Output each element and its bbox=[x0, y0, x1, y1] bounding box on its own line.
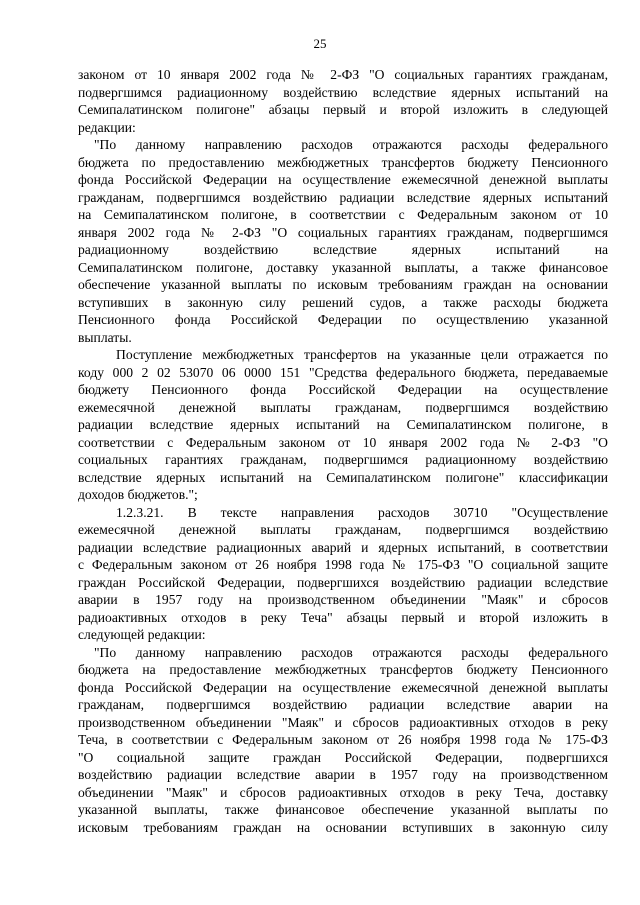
paragraph-line: подвергшимся радиационному воздействию вследствие ядерных испытаний на bbox=[78, 84, 608, 100]
paragraph-line: следующей редакции: bbox=[78, 627, 206, 642]
document-body bbox=[78, 66, 608, 836]
paragraph-line: 1.2.3.21. В тексте направления расходов 30710 "Осуществление bbox=[116, 504, 608, 520]
paragraph-line: вступивших в законную силу решений судов, а также расходы бюджета bbox=[78, 294, 608, 310]
paragraph bbox=[78, 644, 608, 837]
paragraph-line: бюджета на предоставление межбюджетных трансфертов бюджету Пенсионного bbox=[78, 662, 608, 677]
paragraph-line: Поступление межбюджетных трансфертов на указанные цели отражается по bbox=[116, 347, 608, 362]
paragraph-line: редакции: bbox=[78, 119, 136, 135]
paragraph-line: Семипалатинском полигоне" абзацы первый и второй изложить в следующей bbox=[78, 102, 608, 117]
paragraph-line: "По данному направлению расходов отражаются расходы федерального bbox=[94, 137, 608, 152]
paragraph bbox=[78, 346, 608, 504]
paragraph-line: "О социальной защите граждан Российской Федерации, подвергшихся bbox=[78, 749, 608, 765]
paragraph-line: социальных гарантиях гражданам, подвергшимся радиационному воздействию bbox=[78, 452, 608, 467]
paragraph-line: выплаты. bbox=[78, 329, 132, 345]
paragraph-line: указанной выплаты, также финансовое обеспечение указанной выплаты по bbox=[78, 802, 608, 817]
paragraph-line: радиоактивных отходов в реку Теча" абзацы первый и второй изложить в bbox=[78, 609, 608, 625]
paragraph-line: января 2002 года № 2-ФЗ "О социальных гарантиях гражданам, подвергшимся bbox=[78, 224, 608, 240]
paragraph-line: гражданам, подвергшимся воздействию радиации вследствие ядерных испытаний bbox=[78, 189, 608, 205]
paragraph-line: бюджету Пенсионного фонда Российской Федерации на осуществление bbox=[78, 382, 608, 397]
paragraph-line: коду 000 2 02 53070 06 0000 151 "Средства федерального бюджета, передаваемые bbox=[78, 364, 608, 380]
paragraph-line: фонда Российской Федерации на осуществление ежемесячной денежной выплаты bbox=[78, 172, 608, 187]
paragraph-line: Семипалатинском полигоне, доставку указанной выплаты, а также финансовое bbox=[78, 259, 608, 275]
paragraph-line: вследствие ядерных испытаний на Семипалатинском полигоне" классификации bbox=[78, 469, 608, 485]
paragraph-line: "По данному направлению расходов отражаются расходы федерального bbox=[94, 644, 608, 660]
paragraph-line: аварии в 1957 году на производственном объединении "Маяк" и сбросов bbox=[78, 592, 608, 607]
paragraph-line: радиации вследствие радиационных аварий и ядерных испытаний, в соответствии bbox=[78, 539, 608, 555]
paragraph-line: доходов бюджетов."; bbox=[78, 487, 198, 502]
paragraph-line: радиационному воздействию вследствие ядерных испытаний на bbox=[78, 242, 608, 257]
paragraph-line: ежемесячной денежной выплаты гражданам, подвергшимся воздействию bbox=[78, 399, 608, 415]
paragraph-line: на Семипалатинском полигоне, в соответствии с Федеральным законом от 10 bbox=[78, 207, 608, 222]
page-number: 25 bbox=[313, 36, 327, 51]
paragraph-line: законом от 10 января 2002 года № 2-ФЗ "О социальных гарантиях гражданам, bbox=[78, 67, 608, 82]
paragraph-line: гражданам, подвергшимся воздействию радиации вследствие аварии на bbox=[78, 697, 608, 712]
paragraph-line: Теча, в соответствии с Федеральным законом от 26 ноября 1998 года № 175-ФЗ bbox=[78, 732, 608, 747]
paragraph-line: Пенсионного фонда Российской Федерации по осуществлению указанной bbox=[78, 312, 608, 327]
paragraph-line: с Федеральным законом от 26 ноября 1998 года № 175-ФЗ "О социальной защите bbox=[78, 557, 608, 572]
paragraph bbox=[78, 66, 608, 136]
paragraph-line: объединении "Маяк" и сбросов радиоактивных отходов в реку Теча, доставку bbox=[78, 784, 608, 800]
paragraph-line: производственном объединении "Маяк" и сбросов радиоактивных отходов в реку bbox=[78, 714, 608, 730]
paragraph-line: исковым требованиям граждан на основании вступивших в законную силу bbox=[78, 819, 608, 835]
paragraph-line: воздействию радиации вследствие аварии в 1957 году на производственном bbox=[78, 767, 608, 782]
paragraph-line: радиации вследствие ядерных испытаний на Семипалатинском полигоне, в bbox=[78, 417, 608, 432]
paragraph-line: соответствии с Федеральным законом от 10 января 2002 года № 2-ФЗ "О bbox=[78, 434, 608, 450]
paragraph bbox=[78, 136, 608, 346]
paragraph-line: граждан Российской Федерации, подвергшихся воздействию радиации вследствие bbox=[78, 574, 608, 590]
paragraph-line: обеспечение указанной выплаты по исковым требованиям граждан на основании bbox=[78, 277, 608, 292]
paragraph-line: ежемесячной денежной выплаты гражданам, подвергшимся воздействию bbox=[78, 522, 608, 537]
paragraph-line: фонда Российской Федерации на осуществление ежемесячной денежной выплаты bbox=[78, 679, 608, 695]
paragraph bbox=[78, 504, 608, 644]
paragraph-line: бюджета по предоставлению межбюджетных трансфертов бюджету Пенсионного bbox=[78, 154, 608, 170]
